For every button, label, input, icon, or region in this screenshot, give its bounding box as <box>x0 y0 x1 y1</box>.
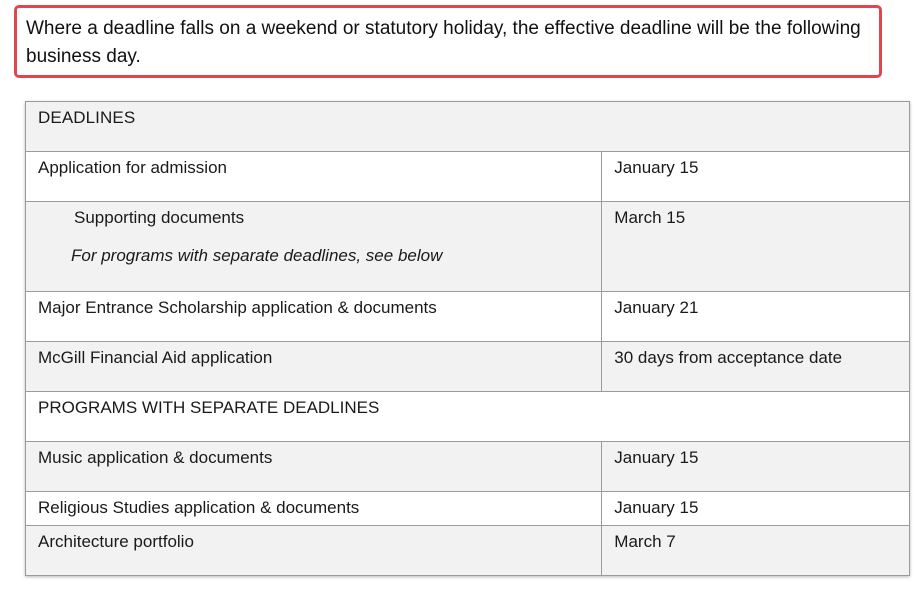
table-row <box>26 202 910 292</box>
row-item-cell <box>26 442 602 492</box>
row-date-label: January 21 <box>614 298 699 317</box>
deadline-notice <box>14 5 882 78</box>
deadlines-header-label: DEADLINES <box>38 108 136 127</box>
row-date-cell <box>602 342 910 392</box>
row-item-label: Application for admission <box>38 158 227 177</box>
row-date-label: January 15 <box>614 498 699 517</box>
row-date-cell <box>602 492 910 526</box>
separate-deadlines-label: PROGRAMS WITH SEPARATE DEADLINES <box>38 398 380 417</box>
row-item-label: McGill Financial Aid application <box>38 348 273 367</box>
row-item-cell <box>26 526 602 576</box>
separate-deadlines-header <box>26 392 910 442</box>
row-item-cell <box>26 492 602 526</box>
row-item-label: Music application & documents <box>38 448 273 467</box>
row-item-cell <box>26 292 602 342</box>
row-date-label: January 15 <box>614 448 699 467</box>
table-row <box>26 152 910 202</box>
row-date-cell <box>602 526 910 576</box>
deadlines-header <box>26 102 910 152</box>
row-item-cell <box>26 342 602 392</box>
row-item-label: Religious Studies application & documents <box>38 498 360 517</box>
row-date-label: March 15 <box>614 208 686 227</box>
table-section-row <box>26 392 910 442</box>
row-date-label: March 7 <box>614 532 676 551</box>
row-date-label: 30 days from acceptance date <box>614 348 843 367</box>
row-item-label: Architecture portfolio <box>38 532 194 551</box>
table-row <box>26 442 910 492</box>
row-item-cell <box>26 202 602 292</box>
deadlines-table <box>25 101 910 576</box>
row-date-cell <box>602 292 910 342</box>
row-date-label: January 15 <box>614 158 699 177</box>
row-date-cell <box>602 202 910 292</box>
row-item-label: Major Entrance Scholarship application & documents <box>38 298 437 317</box>
table-row <box>26 292 910 342</box>
row-date-cell <box>602 152 910 202</box>
notice-text: Where a deadline falls on a weekend or statutory holiday, the effective deadline will be the following business day. <box>26 18 861 67</box>
row-item-label: Supporting documents <box>74 208 245 227</box>
table-row <box>26 342 910 392</box>
table-header-row <box>26 102 910 152</box>
table-row <box>26 492 910 526</box>
table-row <box>26 526 910 576</box>
row-date-cell <box>602 442 910 492</box>
row-item-cell <box>26 152 602 202</box>
row-item-note: For programs with separate deadlines, see below <box>71 246 443 265</box>
